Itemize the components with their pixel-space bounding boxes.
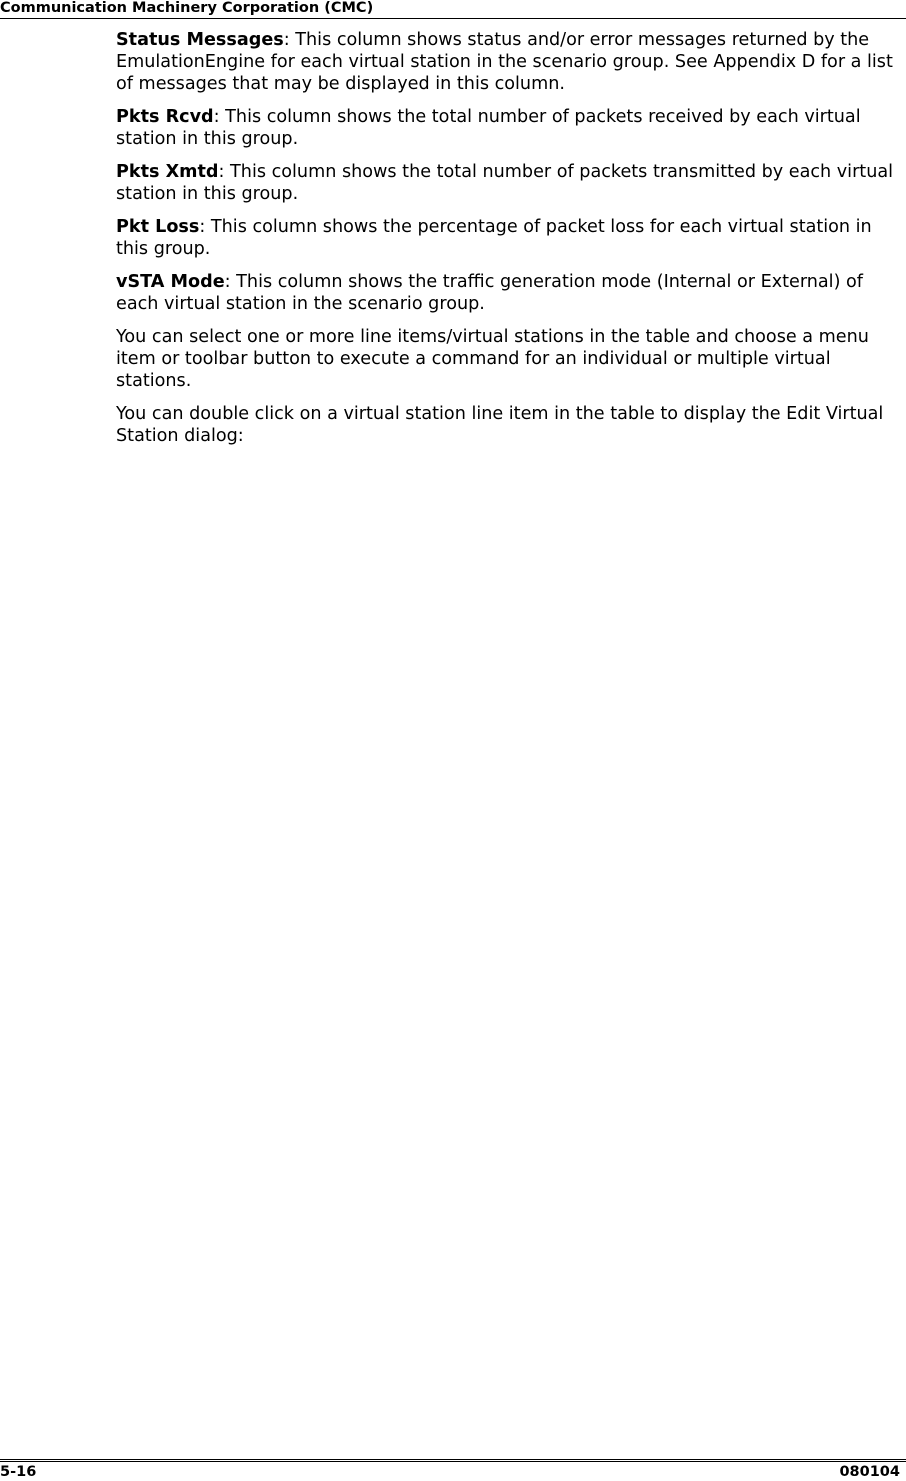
header-title: Communication Machinery Corporation (CMC) [0,0,374,16]
term-status-messages: Status Messages [116,30,284,50]
term-separator: : [218,162,225,182]
definition-vsta-mode [116,271,902,315]
term-separator: : [213,107,220,127]
page-footer [0,1459,906,1480]
definition-text: This column shows the traffic generation mode (Internal or External) of each virtual station in the scenario group. [116,272,863,314]
body-content [116,29,902,458]
definition-text: This column shows the percentage of packet loss for each virtual station in this group. [116,217,872,259]
definition-text: This column shows the total number of packets transmitted by each virtual station in this group. [116,162,894,204]
definition-text: This column shows status and/or error messages returned by the EmulationEngine for each virtual station in the scenario group. See Appendix D for a list of messages that may be displayed in this column. [116,30,893,94]
definition-status-messages [116,29,902,95]
definition-text: This column shows the total number of packets received by each virtual station in this group. [116,107,861,149]
document-code: 080104 [839,1464,900,1480]
term-separator: : [283,30,290,50]
definition-pkt-loss [116,216,902,260]
definition-pkts-xmtd [116,161,902,205]
term-separator: : [199,217,206,237]
term-vsta-mode: vSTA Mode [116,272,225,292]
term-separator: : [224,272,231,292]
term-pkts-rcvd: Pkts Rcvd [116,107,214,127]
term-pkts-xmtd: Pkts Xmtd [116,162,219,182]
definition-pkts-rcvd [116,106,902,150]
paragraph-double-click: You can double click on a virtual station line item in the table to display the Edit Virtual Station dialog: [116,404,884,446]
page-number: 5-16 [0,1464,37,1480]
page-header [0,0,906,19]
term-pkt-loss: Pkt Loss [116,217,200,237]
paragraph-select-line-items: You can select one or more line items/virtual stations in the table and choose a menu item or toolbar button to execute a command for an individual or multiple virtual stations. [116,327,869,391]
